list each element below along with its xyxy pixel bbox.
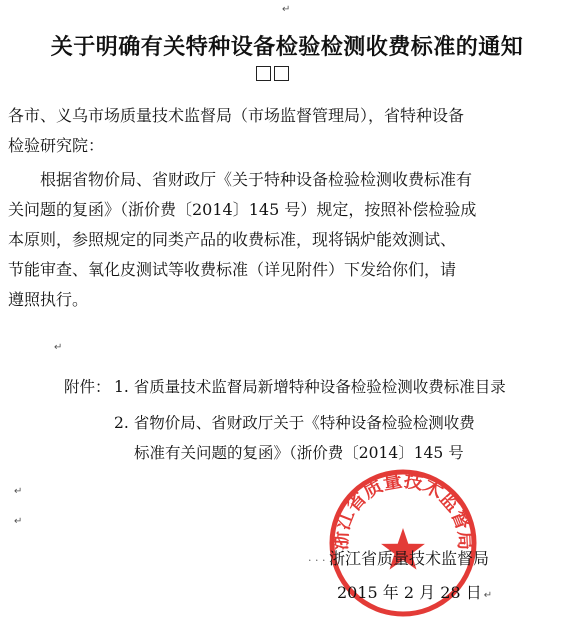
document-title: 关于明确有关特种设备检验检测收费标准的通知 — [50, 34, 524, 60]
attachments-label: 附件： — [64, 378, 111, 396]
body-line: 根据省物价局、省财政厅《关于特种设备检验检测收费标准有 — [8, 170, 473, 189]
body-line: 本原则，参照规定的同类产品的收费标准，现将锅炉能效测试、 — [8, 230, 457, 249]
attachment-item-2-line-1: 2. 省物价局、省财政厅关于《特种设备检验检测收费 — [114, 414, 475, 432]
date-text: 2015 年 2 月 28 日 — [337, 583, 482, 602]
attachment-item-1: 1. 省质量技术监督局新增特种设备检验检测收费标准目录 — [114, 378, 506, 396]
placeholder-box — [274, 66, 289, 81]
paragraph-mark: ↵ — [14, 486, 23, 497]
body-line: 节能审查、氧化皮测试等收费标准（详见附件）下发给你们，请 — [8, 260, 457, 279]
body-line: 遵照执行。 — [8, 290, 89, 309]
body-line: 关问题的复函》（浙价费〔2014〕145 号）规定，按照补偿检验成 — [8, 200, 477, 219]
body-paragraph — [8, 165, 563, 315]
signature: · · · 浙江省质量技术监督局 — [308, 549, 489, 568]
seal-text: 浙江省质量技术监督局 — [329, 469, 477, 551]
date — [337, 580, 492, 603]
paragraph-mark: ↵ — [14, 516, 23, 527]
addressee — [8, 101, 563, 161]
addressee-line: 各市、义乌市场质量技术监督局（市场监督管理局），省特种设备 — [8, 106, 465, 125]
attachment-item-2-line-2: 标准有关问题的复函》（浙价费〔2014〕145 号 — [134, 444, 464, 462]
placeholder-box — [256, 66, 271, 81]
addressee-line: 检验研究院： — [8, 136, 105, 155]
signature-text: 浙江省质量技术监督局 — [328, 549, 489, 568]
paragraph-mark: ↵ — [282, 4, 291, 15]
document-number-placeholder — [256, 66, 289, 81]
paragraph-mark: ↵ — [54, 342, 63, 353]
paragraph-mark: ↵ — [483, 590, 493, 601]
